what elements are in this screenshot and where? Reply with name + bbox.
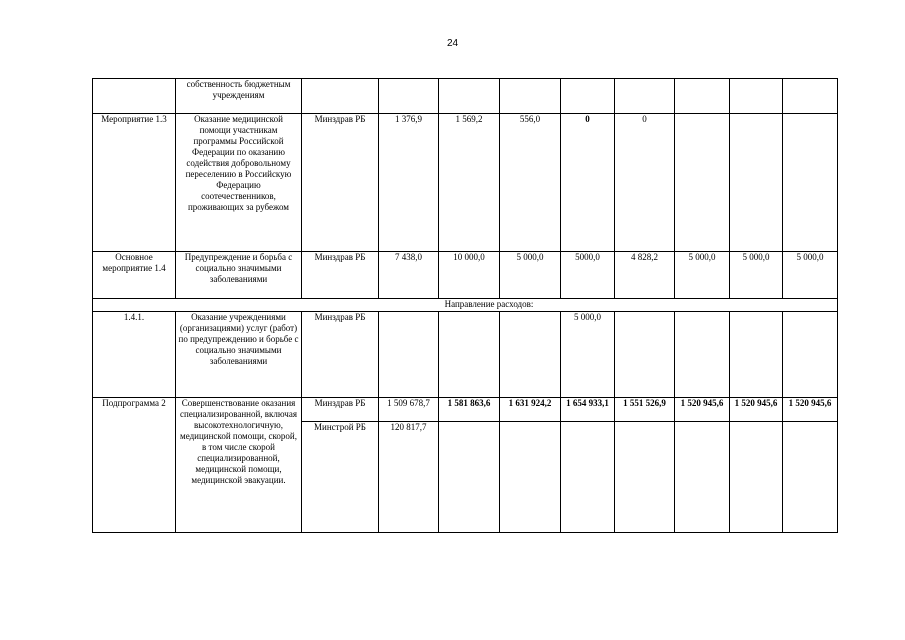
value-cell [783,312,838,398]
value-cell [500,312,561,398]
code-cell: 1.4.1. [93,312,176,398]
value-cell [730,114,783,252]
value-cell [675,422,730,533]
value-cell: 10 000,0 [439,252,500,299]
direction-label: Направление расходов: [93,299,838,312]
value-cell [730,422,783,533]
code-cell: Основное мероприятие 1.4 [93,252,176,299]
value-cell: 5 000,0 [675,252,730,299]
org-cell: Минздрав РБ [302,312,379,398]
value-cell: 5 000,0 [561,312,615,398]
value-cell: 1 509 678,7 [379,398,439,422]
budget-table [92,78,838,533]
table-row [93,252,838,299]
value-cell [783,114,838,252]
value-cell: 1 520 945,6 [730,398,783,422]
value-cell: 7 438,0 [379,252,439,299]
value-cell [379,312,439,398]
table-row [93,79,838,114]
value-cell: 0 [561,114,615,252]
value-cell: 556,0 [500,114,561,252]
name-cell: Оказание медицинской помощи участникам программы Российской Федерации по оказанию содействия добровольному переселению в Российскую Федерацию соотечественников, проживающих за рубежом [176,114,302,252]
value-cell [615,422,675,533]
org-cell: Минздрав РБ [302,114,379,252]
org-cell: Минздрав РБ [302,398,379,422]
value-cell [783,422,838,533]
value-cell: 5 000,0 [783,252,838,299]
name-cell: собственность бюджетным учреждениям [176,79,302,114]
value-cell: 5 000,0 [730,252,783,299]
value-cell [561,422,615,533]
name-cell: Предупреждение и борьба с социально значимыми заболеваниями [176,252,302,299]
code-cell [93,79,176,114]
value-cell: 1 581 863,6 [439,398,500,422]
value-cell: 1 569,2 [439,114,500,252]
value-cell [439,312,500,398]
value-cell: 1 376,9 [379,114,439,252]
value-cell: 5000,0 [561,252,615,299]
org-cell: Минздрав РБ [302,252,379,299]
value-cell: 1 520 945,6 [783,398,838,422]
value-cell: 4 828,2 [615,252,675,299]
code-cell: Подпрограмма 2 [93,398,176,533]
value-cell [675,114,730,252]
table-row [93,299,838,312]
org-cell: Минстрой РБ [302,422,379,533]
value-cell [675,312,730,398]
code-cell: Мероприятие 1.3 [93,114,176,252]
value-cell: 0 [615,114,675,252]
table-row [93,312,838,398]
name-cell: Оказание учреждениями (организациями) услуг (работ) по предупреждению и борьбе с социально значимыми заболеваниями [176,312,302,398]
value-cell [439,422,500,533]
table-row [93,398,838,422]
name-cell: Совершенствование оказания специализированной, включая высокотехнологичную, медицинской помощи, скорой, в том числе скорой специализированной, медицинской помощи, медицинской эвакуации. [176,398,302,533]
value-cell: 1 551 526,9 [615,398,675,422]
value-cell [500,422,561,533]
value-cell: 120 817,7 [379,422,439,533]
value-cell: 1 631 924,2 [500,398,561,422]
page-number: 24 [446,38,459,49]
value-cell: 1 520 945,6 [675,398,730,422]
value-cell [730,312,783,398]
value-cell: 1 654 933,1 [561,398,615,422]
org-cell [302,79,379,114]
value-cell: 5 000,0 [500,252,561,299]
value-cell [615,312,675,398]
table-row [93,114,838,252]
